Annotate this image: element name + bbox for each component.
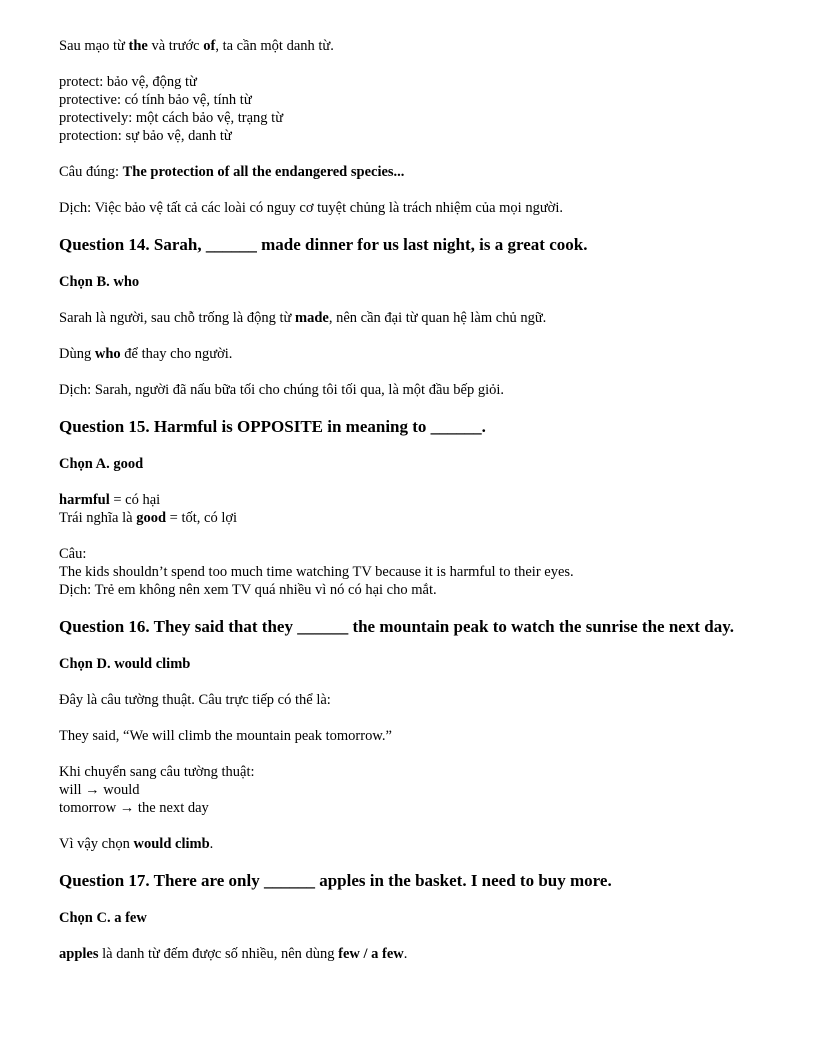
question-15-example	[59, 545, 759, 599]
opposite-definition	[59, 509, 759, 527]
text: .	[403, 946, 408, 962]
noun-rule-line	[59, 37, 759, 55]
word-form-protection: protection: sự bảo vệ, danh từ	[59, 128, 232, 144]
word-form-protect: protect: bảo vệ, động từ	[59, 74, 197, 90]
question-16-answer: Chọn D. would climb	[59, 656, 191, 672]
translation-13: Dịch: Việc bảo vệ tất cả các loài có nguy cơ tuyệt chủng là trách nhiệm của mọi người.	[59, 200, 564, 216]
bold-who: who	[94, 346, 121, 362]
question-16-conclusion	[59, 835, 759, 853]
question-16-heading: Question 16. They said that they ______ the mountain peak to watch the sunrise the next day.	[59, 617, 735, 636]
question-14-answer: Chọn B. who	[59, 274, 140, 290]
word-forms-list	[59, 73, 759, 145]
conversion-tomorrow: tomorrow → the next day	[59, 800, 209, 816]
text: Vì vậy chọn	[59, 836, 134, 852]
correct-sentence: The protection of all the endangered species...	[122, 164, 405, 180]
question-14-heading: Question 14. Sarah, ______ made dinner for us last night, is a great cook.	[59, 235, 588, 254]
question-16-direct-speech: They said, “We will climb the mountain peak tomorrow.”	[59, 728, 392, 744]
text: Trái nghĩa là	[59, 510, 137, 526]
text: = có hại	[109, 492, 161, 508]
question-16-conversion	[59, 763, 759, 817]
bold-of: of	[203, 38, 216, 54]
question-16-explanation: Đây là câu tường thuật. Câu trực tiếp có thể là:	[59, 692, 331, 708]
text: .	[209, 836, 214, 852]
harmful-definition	[59, 491, 759, 509]
word-form-protective: protective: có tính bảo vệ, tính từ	[59, 92, 252, 108]
bold-harmful: harmful	[59, 492, 110, 508]
text: là danh từ đếm được số nhiều, nên dùng	[98, 946, 339, 962]
conversion-will: will → would	[59, 782, 140, 798]
text: = tốt, có lợi	[166, 510, 238, 526]
conversion-label: Khi chuyển sang câu tường thuật:	[59, 764, 255, 780]
question-14-explanation-2	[59, 345, 759, 363]
question-17-answer: Chọn C. a few	[59, 910, 147, 926]
text: và trước	[147, 38, 204, 54]
bold-apples: apples	[59, 946, 99, 962]
question-15-definitions	[59, 491, 759, 527]
text: Dùng	[59, 346, 95, 362]
question-17-explanation	[59, 945, 759, 963]
document-page	[59, 37, 759, 981]
text: , nên cần đại từ quan hệ làm chủ ngữ.	[328, 310, 547, 326]
text: Sau mạo từ	[59, 38, 129, 54]
text: Sarah là người, sau chỗ trống là động từ	[59, 310, 296, 326]
question-14-translation: Dịch: Sarah, người đã nấu bữa tối cho chúng tôi tối qua, là một đầu bếp giỏi.	[59, 382, 505, 398]
question-15-answer: Chọn A. good	[59, 456, 144, 472]
question-15-heading: Question 15. Harmful is OPPOSITE in meaning to ______.	[59, 417, 486, 436]
example-sentence: The kids shouldn’t spend too much time watching TV because it is harmful to their eyes.	[59, 564, 574, 580]
correct-sentence-line	[59, 163, 759, 181]
question-14-explanation-1	[59, 309, 759, 327]
bold-the: the	[128, 38, 148, 54]
example-label: Câu:	[59, 546, 87, 562]
bold-would-climb: would climb	[133, 836, 210, 852]
bold-good: good	[136, 510, 167, 526]
word-form-protectively: protectively: một cách bảo vệ, trạng từ	[59, 110, 284, 126]
text: , ta cần một danh từ.	[215, 38, 334, 54]
text: để thay cho người.	[120, 346, 233, 362]
text: Câu đúng:	[59, 164, 123, 180]
question-17-heading: Question 17. There are only ______ apples in the basket. I need to buy more.	[59, 871, 612, 890]
bold-made: made	[295, 310, 329, 326]
example-translation: Dịch: Trẻ em không nên xem TV quá nhiều vì nó có hại cho mắt.	[59, 582, 437, 598]
bold-few: few / a few	[338, 946, 404, 962]
